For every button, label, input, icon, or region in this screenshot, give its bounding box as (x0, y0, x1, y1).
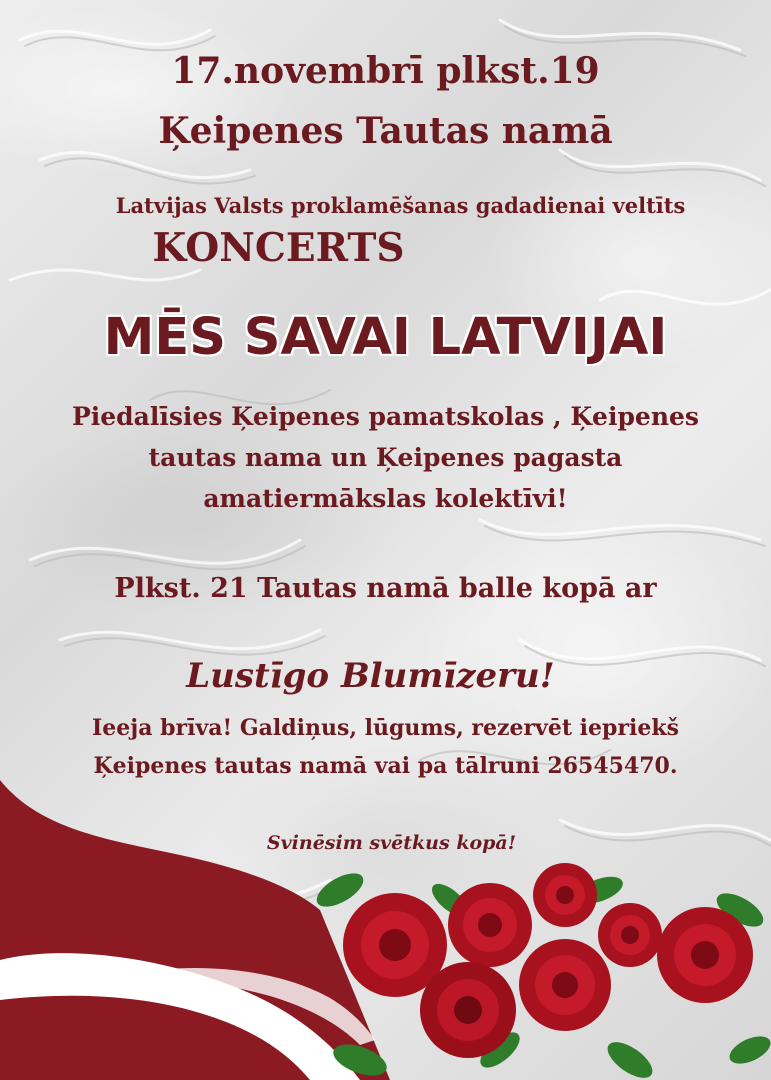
band-name: Lustīgo Blumīzeru! (186, 656, 555, 696)
headline: MĒS SAVAI LATVIJAI (103, 308, 668, 367)
ball-announcement: Plkst. 21 Tautas namā balle kopā ar (114, 573, 657, 604)
event-type: KONCERTS (152, 225, 405, 271)
event-venue: Ķeipenes Tautas namā (158, 110, 613, 152)
description-line: Piedalīsies Ķeipenes pamatskolas , Ķeipenes (71, 402, 699, 431)
description-line: tautas nama un Ķeipenes pagasta (148, 443, 623, 472)
entry-info-line: Ķeipenes tautas namā vai pa tālruni 26545470. (93, 753, 678, 779)
description-line: amatiermākslas kolektīvi! (203, 484, 568, 513)
entry-info-line: Ieeja brīva! Galdiņus, lūgums, rezervēt iepriekš (92, 715, 679, 741)
dedication-text: Latvijas Valsts proklamēšanas gadadienai veltīts (115, 193, 686, 218)
red-roses-bouquet (300, 860, 771, 1080)
event-date: 17.novembrī plkst.19 (171, 50, 600, 92)
closing-slogan: Svinēsim svētkus kopā! (266, 832, 517, 854)
